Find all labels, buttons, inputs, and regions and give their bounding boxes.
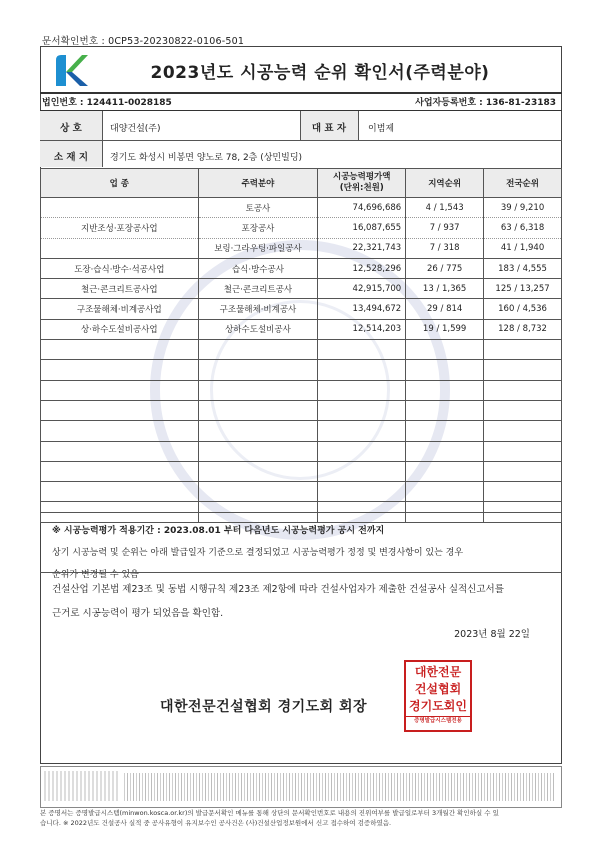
header-field: 주력분야 (198, 169, 318, 198)
cell-empty (318, 421, 406, 441)
info-mid-line (40, 140, 562, 141)
issue-date: 2023년 8월 22일 (454, 629, 530, 640)
header-amount: 시공능력평가액 (단위:천원) (318, 169, 406, 198)
table-row (41, 198, 562, 218)
cell-amount: 16,087,655 (318, 218, 406, 238)
cell-regional: 26 / 775 (406, 258, 484, 278)
cell-amount: 42,915,700 (318, 279, 406, 299)
cell-empty (318, 482, 406, 502)
cell-national: 183 / 4,555 (484, 258, 562, 278)
cell-industry: 도장·습식·방수·석공사업 (41, 258, 199, 278)
cell-empty (484, 360, 562, 380)
ceo-divider-left (300, 111, 301, 140)
cell-empty (198, 421, 318, 441)
cell-empty (198, 340, 318, 360)
cell-amount: 13,494,672 (318, 299, 406, 319)
table-row (41, 299, 562, 319)
ceo-label: 대 표 자 (311, 123, 347, 134)
cell-empty (406, 360, 484, 380)
seal-line: 대한전문 (414, 665, 462, 679)
cell-empty (198, 360, 318, 380)
document-title: 2023년도 시공능력 순위 확인서(주력분야) (150, 63, 490, 83)
table-row (41, 258, 562, 278)
table-row (41, 279, 562, 299)
cell-regional: 4 / 1,543 (406, 198, 484, 218)
cell-empty (484, 441, 562, 461)
cell-empty (406, 400, 484, 420)
cell-national: 39 / 9,210 (484, 198, 562, 218)
cell-empty (318, 340, 406, 360)
note-line: 상기 시공능력 및 순위는 아래 발급일자 기준으로 결정되었고 시공능력평가 정정 및 변경사항이 있는 경우 (52, 548, 464, 558)
cell-industry: 구조물해체·비계공사업 (41, 299, 199, 319)
business-registration-number: 사업자등록번호 : 136-81-23183 (415, 98, 556, 108)
cell-empty (318, 380, 406, 400)
address-label: 소 재 지 (53, 152, 89, 163)
header-national-rank: 전국순위 (484, 169, 562, 198)
cell-empty (406, 340, 484, 360)
notes-divider (40, 572, 562, 573)
cell-field: 보링·그라우팅·파일공사 (198, 238, 318, 258)
footer-notice (40, 808, 560, 828)
cell-empty (198, 441, 318, 461)
company-name-value: 대양건설(주) (110, 124, 161, 134)
table-row-empty (41, 340, 562, 360)
cell-empty (406, 482, 484, 502)
cell-empty (41, 461, 199, 481)
cell-empty (41, 340, 199, 360)
cell-empty (41, 482, 199, 502)
table-bottom-line (40, 512, 562, 513)
table-row-empty (41, 421, 562, 441)
ranking-table (40, 168, 562, 523)
title-divider (40, 92, 562, 94)
legal-statement (52, 578, 552, 626)
footer-line: 본 증명서는 증명발급시스템(minwon.kosca.or.kr)의 발급문서확인 메뉴를 통해 상단의 문서확인번호로 내용의 진위여부를 발급일로부터 3개월간 확인하실 수 있 (40, 809, 499, 817)
issuer-name: 대한전문건설협회 경기도회 회장 (160, 699, 368, 715)
notes-block (52, 520, 552, 586)
cell-national: 41 / 1,940 (484, 238, 562, 258)
cell-field: 철근·콘크리트공사 (198, 279, 318, 299)
cell-amount: 22,321,743 (318, 238, 406, 258)
cell-empty (41, 441, 199, 461)
cell-empty (484, 380, 562, 400)
note-line: 순위가 변경될 수 있음 (52, 570, 139, 580)
cell-national: 63 / 6,318 (484, 218, 562, 238)
kosca-logo-icon (52, 52, 90, 88)
cell-amount: 12,514,203 (318, 319, 406, 339)
cell-empty (484, 400, 562, 420)
cell-amount: 12,528,296 (318, 258, 406, 278)
header-industry: 업 종 (41, 169, 199, 198)
qr-code-icon (44, 771, 118, 801)
cell-national: 160 / 4,536 (484, 299, 562, 319)
ceo-divider-right (358, 111, 359, 140)
cell-empty (484, 340, 562, 360)
cell-industry: 지반조성·포장공사업 (41, 218, 199, 238)
ceo-value: 이범제 (368, 124, 395, 134)
cell-empty (41, 400, 199, 420)
cell-empty (198, 380, 318, 400)
official-seal (404, 660, 472, 732)
table-row-empty (41, 400, 562, 420)
cell-regional: 19 / 1,599 (406, 319, 484, 339)
cell-empty (406, 441, 484, 461)
seal-line: 경기도회인 (409, 699, 467, 713)
cell-empty (41, 360, 199, 380)
table-row-empty (41, 482, 562, 502)
cell-empty (406, 461, 484, 481)
cell-field: 습식·방수공사 (198, 258, 318, 278)
cell-empty (198, 461, 318, 481)
cell-industry: 철근·콘크리트공사업 (41, 279, 199, 299)
table-row (41, 218, 562, 238)
cell-field: 상하수도설비공사 (198, 319, 318, 339)
cell-empty (318, 461, 406, 481)
cell-industry: 상·하수도설비공사업 (41, 319, 199, 339)
cell-empty (484, 461, 562, 481)
table-row-empty (41, 461, 562, 481)
cell-empty (406, 380, 484, 400)
cell-industry (41, 238, 199, 258)
header-regional-rank: 지역순위 (406, 169, 484, 198)
cell-field: 구조물해체·비계공사 (198, 299, 318, 319)
note-line: ※ 시공능력평가 적용기간 : 2023.08.01 부터 다음년도 시공능력평가 공시 전까지 (52, 526, 385, 536)
cell-regional: 29 / 814 (406, 299, 484, 319)
table-row-empty (41, 380, 562, 400)
table-row (41, 319, 562, 339)
cell-regional: 13 / 1,365 (406, 279, 484, 299)
cell-empty (198, 400, 318, 420)
corporate-number: 법인번호 : 124411-0028185 (42, 98, 172, 108)
cell-empty (198, 482, 318, 502)
table-row-empty (41, 360, 562, 380)
label-divider (102, 111, 103, 167)
cell-empty (406, 421, 484, 441)
cell-amount: 74,696,686 (318, 198, 406, 218)
cell-empty (318, 441, 406, 461)
cell-national: 125 / 13,257 (484, 279, 562, 299)
cell-empty (318, 360, 406, 380)
seal-subtext: 증명발급시스템전용 (406, 716, 470, 725)
cell-empty (484, 421, 562, 441)
cell-empty (318, 400, 406, 420)
cell-empty (41, 421, 199, 441)
cell-regional: 7 / 318 (406, 238, 484, 258)
address-value: 경기도 화성시 비봉면 양노로 78, 2층 (상민빌딩) (110, 153, 303, 163)
cell-empty (484, 482, 562, 502)
cell-field: 토공사 (198, 198, 318, 218)
cell-national: 128 / 8,732 (484, 319, 562, 339)
cell-field: 포장공사 (198, 218, 318, 238)
legal-line: 근거로 시공능력이 평가 되었음을 확인함. (52, 608, 224, 619)
cell-empty (41, 380, 199, 400)
table-row (41, 238, 562, 258)
footer-line: 습니다. ※ 2022년도 건설공사 실적 중 공사유형이 유지보수인 공사건은 (사)건설산업정보원에서 신고 접수하여 검증하였음. (40, 819, 392, 827)
document-number: 문서확인번호 : 0CP53-20230822-0106-501 (42, 36, 245, 47)
cell-industry (41, 198, 199, 218)
table-row-empty (41, 441, 562, 461)
seal-line: 건설협회 (414, 682, 462, 696)
company-name-label: 상 호 (60, 123, 82, 134)
cell-regional: 7 / 937 (406, 218, 484, 238)
legal-line: 건설산업 기본법 제23조 및 동법 시행규칙 제23조 제2항에 따라 건설사업자가 제출한 건설공사 실적신고서를 (52, 584, 504, 595)
barcode-icon (124, 773, 554, 801)
